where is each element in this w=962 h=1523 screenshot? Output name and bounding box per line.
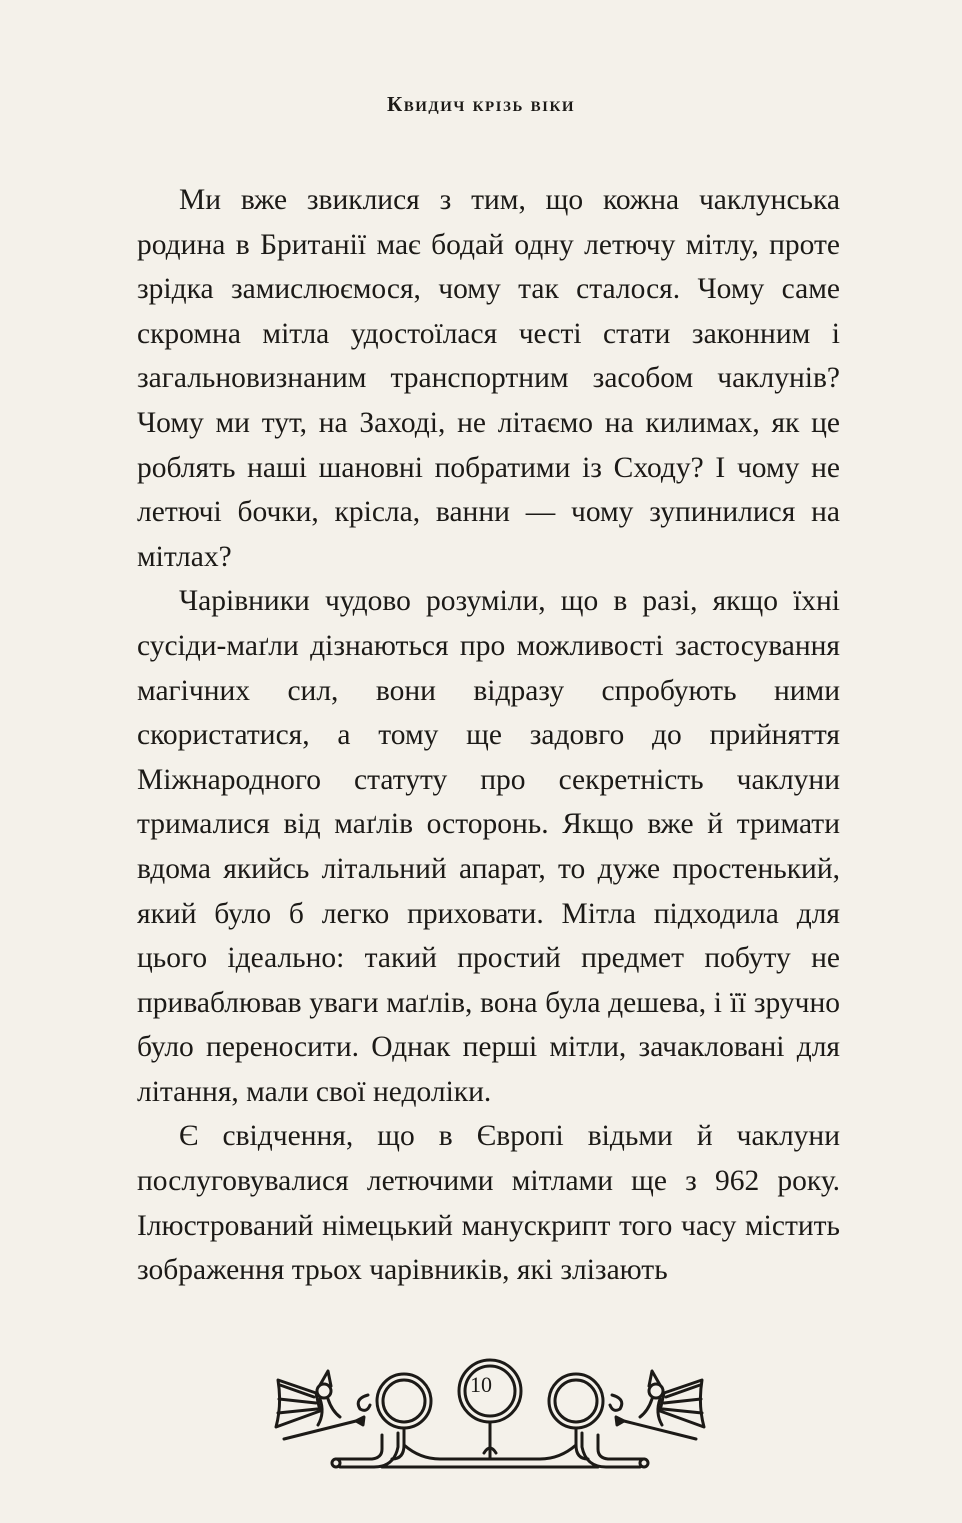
flying-witch-right-icon (616, 1371, 704, 1439)
paragraph-1: Ми вже звиклися з тим, що кожна чаклунська родина в Британії має бодай одну летючу мітлу, проте зрідка замислюємося, чому так сталося. Чому саме скромна мітла удостоїлася честі стати законним і загальновизнаним транспортним засобом чаклунів? Чому ми тут, на Заході, не літаємо на килимах, як це роблять наші шановні побратими із Сходу? І чому не летючі бочки, крісла, ванни — чому зупинилися на мітлах? (137, 184, 840, 573)
page-number: 10 (470, 1372, 492, 1397)
paragraph-3: Є свідчення, що в Європі відьми й чаклуни послуговувалися летючими мітлами ще з 962 року. Ілюстрований німецький манускрипт того часу містить зображення трьох чарівників, які злізають (137, 1120, 840, 1287)
running-title: Квидич крізь віки (387, 92, 575, 116)
main-text (137, 178, 840, 1293)
paragraph-2: Чарівники чудово розуміли, що в разі, якщо їхні сусіди-маґли дізнаються про можливості застосування магічних сил, вони відразу спробують ними скористатися, а тому ще задовго до прийняття Міжнародного статуту про секретність чаклуни трималися від маґлів осторонь. Якщо вже й тримати вдома якийсь літальний апарат, то дуже простенький, який було б легко приховати. Мітла підходила для цього ідеально: такий простий предмет побуту не приваблював уваги маґлів, вона була дешева, і її зручно було переносити. Однак перші мітли, зачакловані для літання, мали свої недоліки. (137, 585, 840, 1108)
flying-witch-left-icon (276, 1371, 364, 1439)
